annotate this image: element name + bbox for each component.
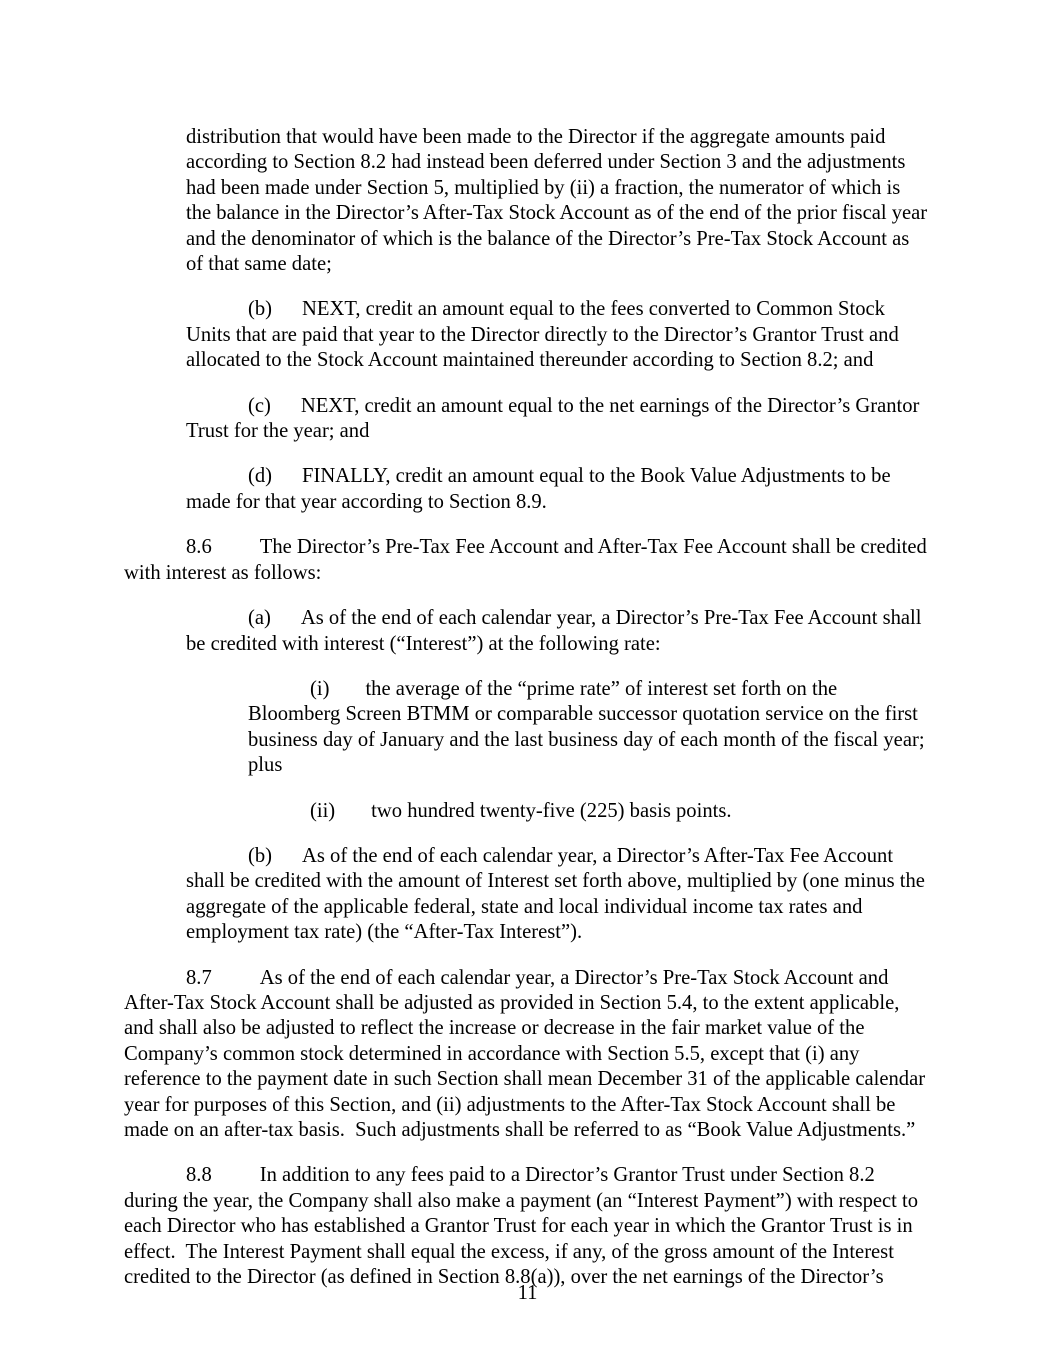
paragraph-text: The Director’s Pre-Tax Fee Account and After-Tax Fee Account shall be credited with interest as follows: [124,536,932,584]
paragraph-text: As of the end of each calendar year, a Director’s After-Tax Fee Account shall be credited with the amount of Interest set forth above, multiplied by (one minus the aggregate of the applicable federal, state and local individual income tax rates and employment tax rate) (the “After-Tax Interest”). [186,844,931,944]
paragraph-text: As of the end of each calendar year, a Director’s Pre-Tax Fee Account shall be credited with interest (“Interest”) at the following rate: [186,607,927,655]
page-number: 11 [517,1282,538,1304]
list-item-i [248,677,930,779]
list-label: (ii) [310,799,336,822]
list-label: (a) [248,607,271,630]
paragraph-text: In addition to any fees paid to a Director’s Grantor Trust under Section 8.2 during the year, the Company shall also make a payment (an “Interest Payment”) with respect to each Director who has established a Grantor Trust for each year in which the Grantor Trust is in effect. The Interest Payment shall equal the excess, if any, of the gross amount of the Interest credited to the Director (as defined in Section 8.8(a)), over the net earnings of the Director’s [124,1164,924,1289]
list-item-d [186,464,930,515]
paragraph-text: FINALLY, credit an amount equal to the Book Value Adjustments to be made for that year according to Section 8.9. [186,465,896,513]
section-number: 8.6 [186,536,212,559]
paragraph-text: As of the end of each calendar year, a Director’s Pre-Tax Stock Account and After-Tax Stock Account shall be adjusted as provided in Section 5.4, to the extent applicable, and shall also be adjusted to reflect the increase or decrease in the fair market value of the Company’s common stock determined in accordance with Section 5.5, except that (i) any reference to the payment date in such Section shall mean December 31 of the applicable calendar year for purposes of this Section, and (ii) adjustments to the After-Tax Stock Account shall be made on an after-tax basis. Such adjustments shall be referred to as “Book Value Adjustments.” [124,966,931,1141]
list-item-ii [248,799,930,824]
list-item-b [186,297,930,373]
list-label: (b) [248,298,273,321]
list-item-c [186,394,930,445]
paragraph-text: distribution that would have been made to the Director if the aggregate amounts paid according to Section 8.2 had instead been deferred under Section 3 and the adjustments had been made under Section 5, multiplied by (ii) a fraction, the numerator of which is the balance in the Director’s After-Tax Stock Account as of the end of the prior fiscal year and the denominator of which is the balance of the Director’s Pre-Tax Stock Account as of that same date; [186,126,933,276]
paragraph-text: NEXT, credit an amount equal to the net earnings of the Director’s Grantor Trust for the year; and [186,394,925,443]
list-label: (i) [310,677,330,700]
paragraph-continuation [186,125,933,277]
list-item-b2 [186,844,930,946]
list-label: (c) [248,394,271,417]
list-item-a [186,606,930,657]
paragraph-text: the average of the “prime rate” of interest set forth on the Bloomberg Screen BTMM or comparable successor quotation service on the first business day of January and the last business day of each month of the fiscal year; plus [248,677,930,777]
list-label: (d) [248,465,273,488]
section-8-6 [124,535,930,586]
list-label: (b) [248,844,273,867]
section-number: 8.7 [186,966,212,989]
paragraph-text: two hundred twenty-five (225) basis points. [371,799,732,822]
paragraph-text: NEXT, credit an amount equal to the fees converted to Common Stock Units that are paid that year to the Director directly to the Director’s Grantor Trust and allocated to the Stock Account maintained thereunder according to Section 8.2; and [186,298,904,372]
section-8-8 [124,1163,930,1290]
section-8-7 [124,966,930,1144]
section-number: 8.8 [186,1164,212,1187]
document-body [124,125,933,1310]
